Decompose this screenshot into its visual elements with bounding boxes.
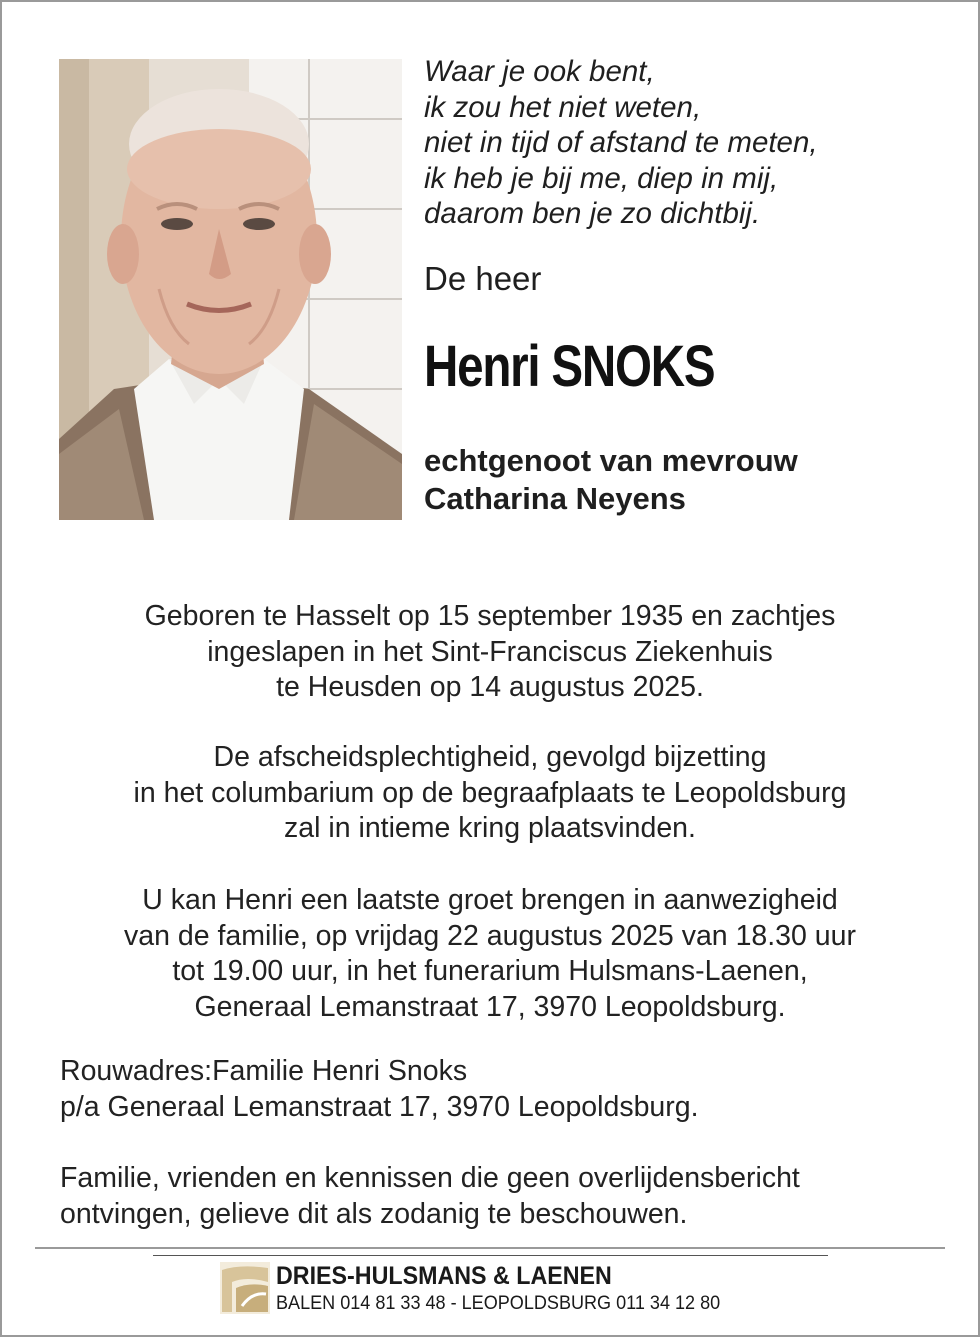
poem [424,54,944,232]
paragraph-line: Geboren te Hasselt op 15 september 1935 en zachtjes [144,600,836,632]
poem-line: ik heb je bij me, diep in mij, [424,161,779,195]
poem-line: Waar je ook bent, [424,55,655,88]
paragraph-line: ingeslapen in het Sint-Franciscus Ziekenhuis [207,635,773,668]
spouse-info [424,442,798,518]
paragraph-line: De afscheidsplechtigheid, gevolgd bijzetting [213,741,767,773]
paragraph-line: Familie, vrienden en kennissen die geen overlijdensbericht [60,1162,800,1194]
notice-paragraph [60,1160,940,1232]
address-line: Rouwadres:Familie Henri Snoks [60,1055,468,1087]
paragraph-line: te Heusden op 14 augustus 2025. [276,671,704,703]
paragraph-line: tot 19.00 uur, in het funerarium Hulsmans-Laenen, [172,955,808,987]
spouse-line: echtgenoot van mevrouw [424,443,798,478]
visitation-paragraph [40,883,940,1025]
birth-death-paragraph [40,599,940,706]
paragraph-line: in het columbarium op de begraafplaats te Leopoldsburg [133,776,847,809]
paragraph-line: U kan Henri een laatste groet brengen in aanwezigheid [142,884,838,916]
poem-line: daarom ben je zo dichtbij. [424,197,761,230]
footer-divider [35,1247,945,1249]
ceremony-paragraph [40,740,940,847]
poem-line: niet in tijd of afstand te meten, [424,126,818,159]
spouse-line: Catharina Neyens [424,481,686,516]
address-line: p/a Generaal Lemanstraat 17, 3970 Leopoldsburg. [60,1091,699,1123]
paragraph-line: van de familie, op vrijdag 22 augustus 2025 van 18.30 uur [124,919,856,952]
funeral-home-name: DRIES-HULSMANS & LAENEN [276,1262,612,1290]
portrait-photo [59,59,402,520]
salutation: De heer [424,260,542,297]
funeral-home-logo-icon [220,1262,270,1314]
deceased-name: Henri SNOKS [424,334,715,399]
paragraph-line: zal in intieme kring plaatsvinden. [284,812,696,844]
footer-divider-inner [153,1255,828,1256]
paragraph-line: Generaal Lemanstraat 17, 3970 Leopoldsburg. [194,990,786,1023]
poem-line: ik zou het niet weten, [424,90,702,124]
paragraph-line: ontvingen, gelieve dit als zodanig te beschouwen. [60,1198,688,1230]
funeral-home-phones: BALEN 014 81 33 48 - LEOPOLDSBURG 011 34 12 80 [276,1293,721,1314]
mourning-address [60,1053,940,1125]
